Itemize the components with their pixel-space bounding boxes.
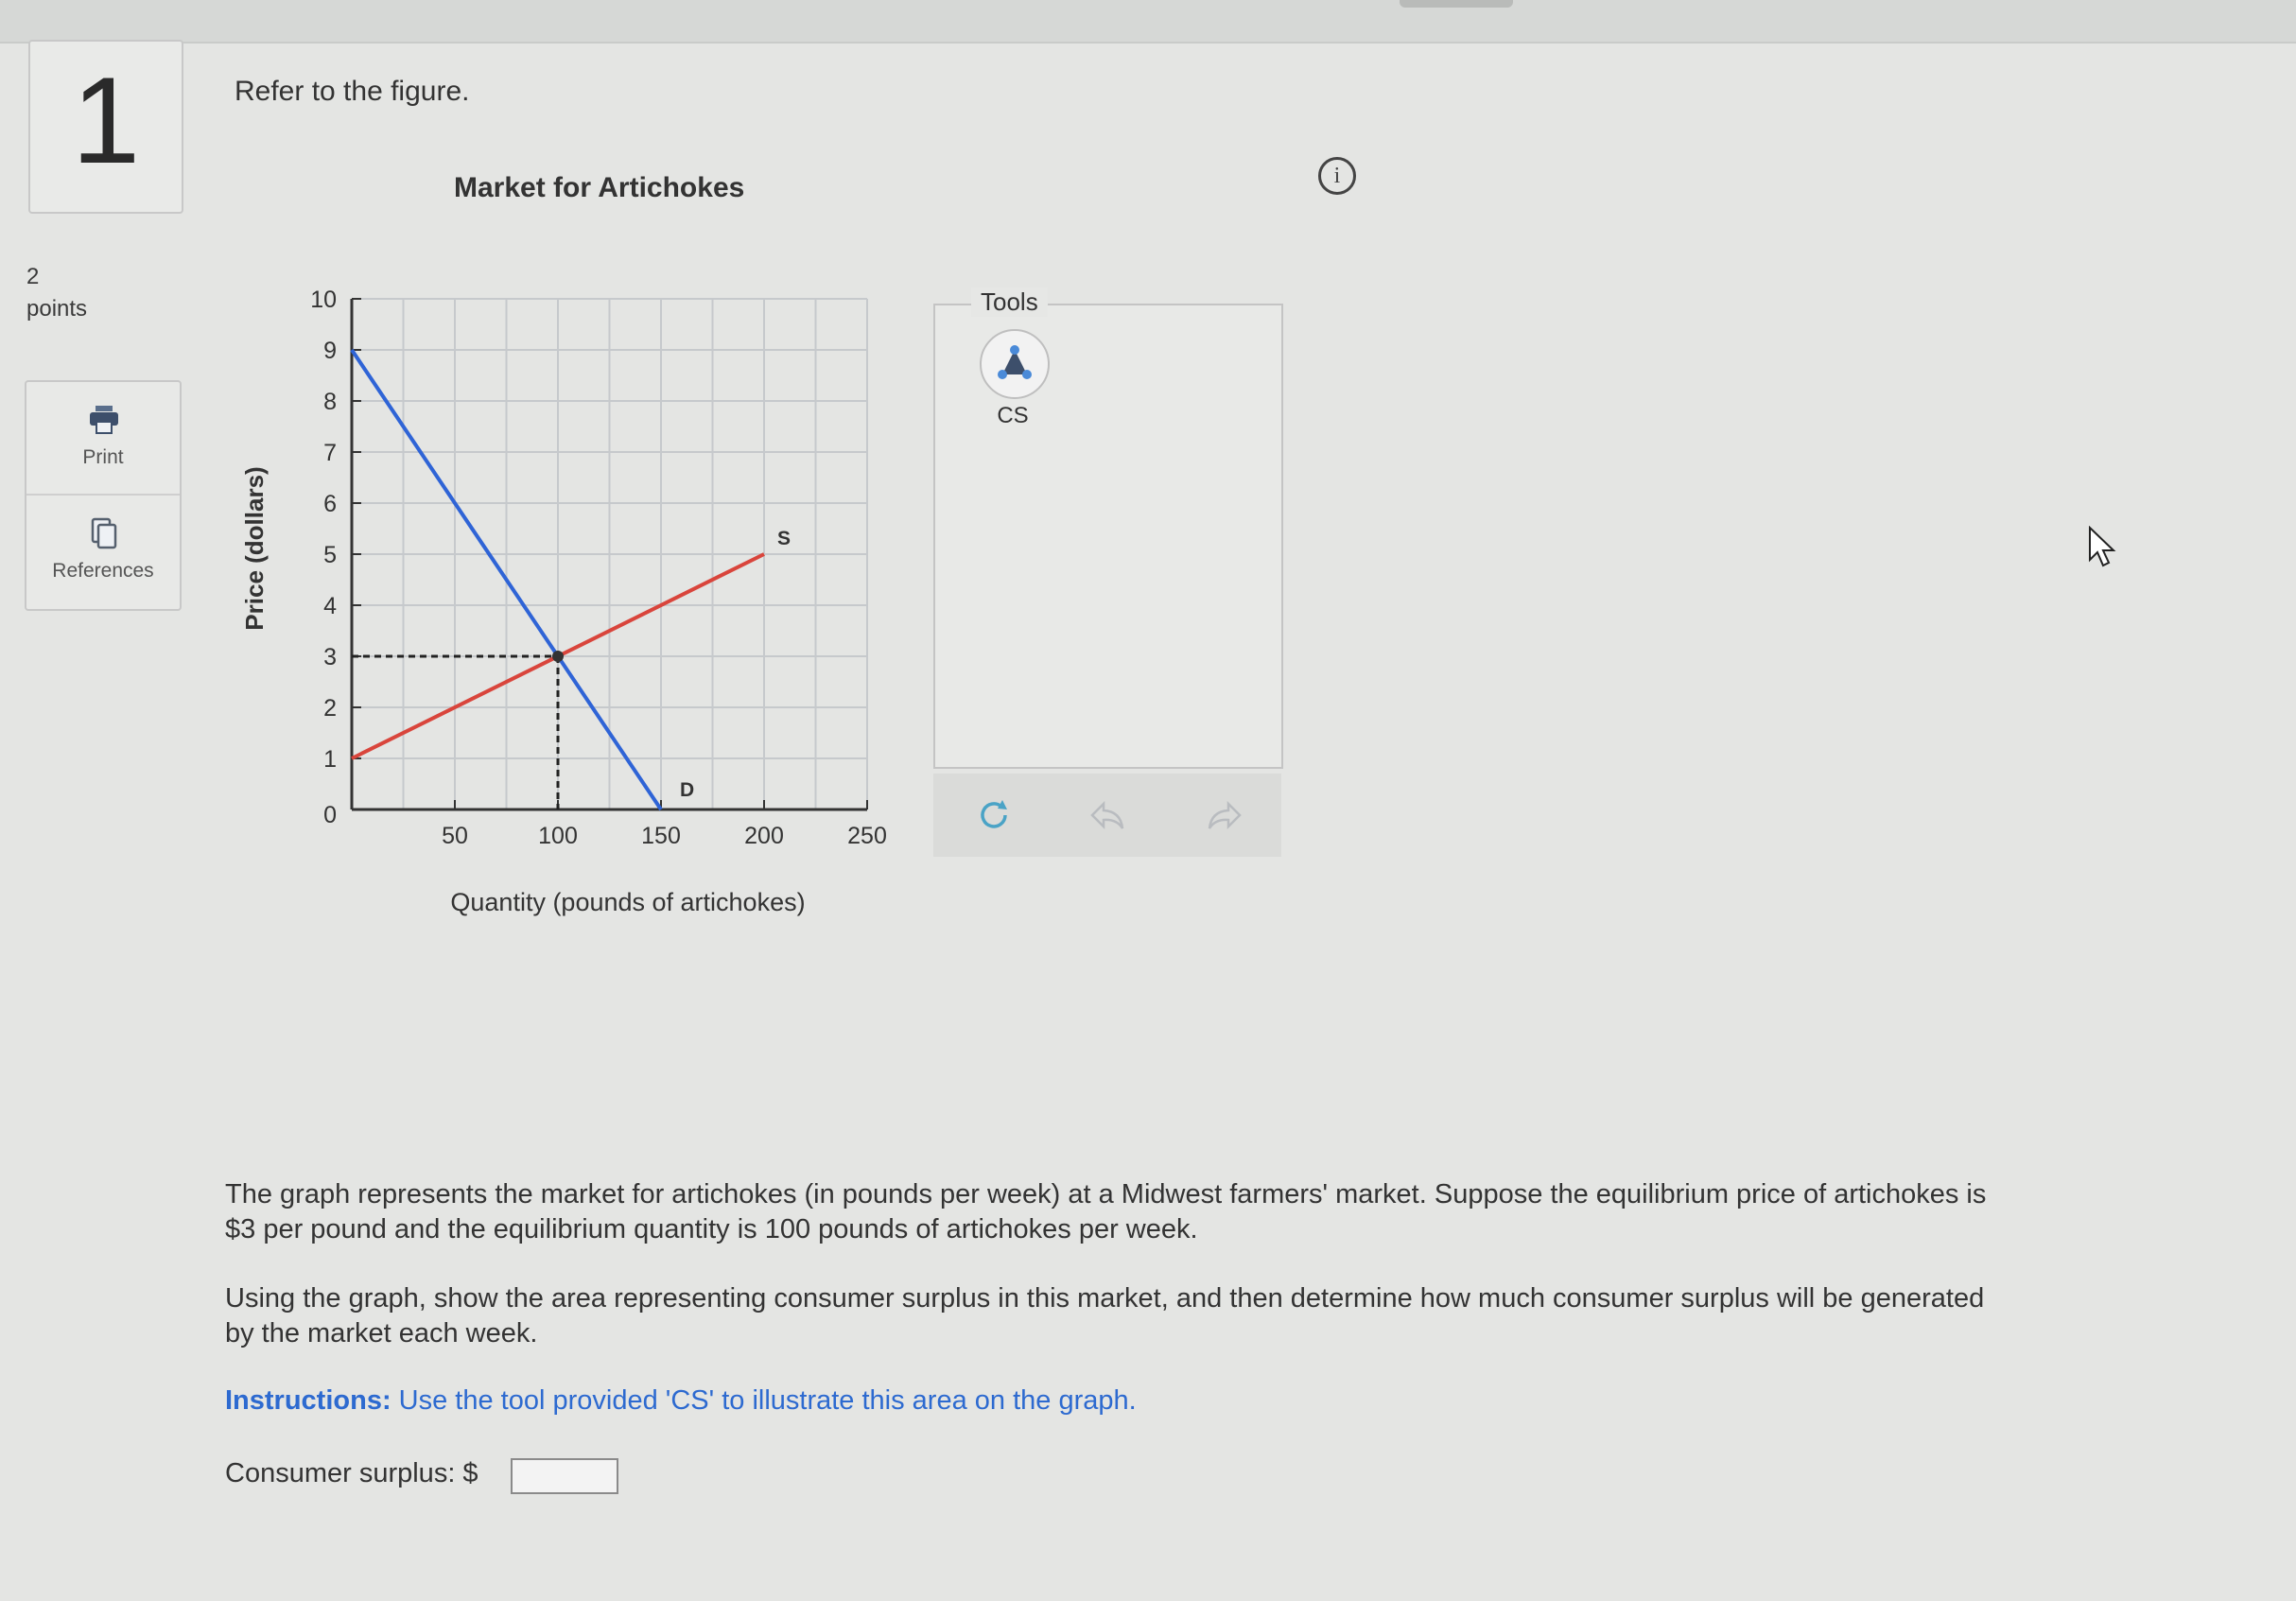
top-tab-indicator	[1400, 0, 1513, 8]
market-graph[interactable]	[217, 265, 917, 927]
demand-curve-label: D	[680, 779, 695, 801]
graph-series	[352, 350, 791, 809]
cs-tool-button[interactable]	[980, 329, 1050, 399]
graph-tick-labels	[310, 287, 887, 849]
question-paragraph-1: The graph represents the market for artichokes (in pounds per week) at a Midwest farmers' market. Suppose the equilibrium price of artichokes is $3 per pound and the equilibrium quantity is 100 pounds of artichokes per week.	[225, 1179, 1987, 1244]
mouse-cursor-icon	[2088, 526, 2116, 567]
question-paragraph-2: Using the graph, show the area representing consumer surplus in this market, and then determine how much consumer surplus will be generated by the market each week.	[225, 1283, 1985, 1349]
y-tick-label: 8	[323, 389, 337, 415]
browser-top-bar	[0, 0, 2296, 44]
y-tick-label: 7	[323, 440, 337, 466]
chart-title: Market for Artichokes	[454, 172, 745, 203]
printer-icon	[87, 403, 121, 437]
refresh-icon[interactable]	[973, 794, 1015, 836]
y-tick-label: 5	[323, 542, 337, 568]
question-number: 1	[71, 51, 141, 189]
print-button[interactable]	[26, 382, 180, 496]
graph-action-bar	[933, 774, 1281, 857]
x-tick-label: 200	[744, 823, 784, 849]
tools-title: Tools	[971, 287, 1048, 317]
y-tick-label: 6	[323, 491, 337, 517]
instructions-text: Use the tool provided 'CS' to illustrate this area on the graph.	[391, 1385, 1137, 1416]
undo-arrow-icon[interactable]	[1087, 794, 1128, 836]
instructions-label: Instructions:	[225, 1385, 391, 1416]
instructions	[225, 1385, 1137, 1417]
x-tick-label: 150	[641, 823, 681, 849]
y-tick-label: 10	[310, 287, 337, 313]
cs-tool-label: CS	[997, 403, 1029, 428]
y-tick-label: 4	[323, 593, 337, 619]
y-tick-label: 2	[323, 695, 337, 722]
x-tick-label: 50	[442, 823, 468, 849]
question-number-box	[28, 40, 183, 214]
x-tick-label: 250	[847, 823, 887, 849]
points-label: points	[26, 295, 88, 322]
references-button[interactable]	[26, 496, 180, 607]
triangle-area-icon	[982, 331, 1048, 397]
points-indicator	[26, 261, 87, 324]
y-axis-label: Price (dollars)	[240, 466, 269, 631]
y-tick-label: 1	[323, 746, 337, 773]
references-label: References	[52, 560, 154, 582]
y-tick-label: 3	[323, 644, 337, 670]
references-icon	[87, 516, 121, 550]
x-axis-label: Quantity (pounds of artichokes)	[450, 888, 806, 916]
consumer-surplus-input[interactable]	[511, 1458, 618, 1494]
redo-arrow-icon[interactable]	[1204, 794, 1245, 836]
points-value: 2	[26, 264, 40, 289]
print-label: Print	[82, 446, 124, 468]
answer-label: Consumer surplus: $	[225, 1458, 478, 1488]
equilibrium-point	[552, 651, 564, 662]
x-tick-label: 100	[538, 823, 578, 849]
side-tools-panel	[25, 380, 182, 611]
origin-label: 0	[323, 802, 337, 828]
y-tick-label: 9	[323, 338, 337, 364]
info-icon[interactable]: i	[1318, 157, 1356, 195]
question-prompt: Refer to the figure.	[235, 76, 470, 107]
supply-curve-label: S	[777, 528, 791, 549]
